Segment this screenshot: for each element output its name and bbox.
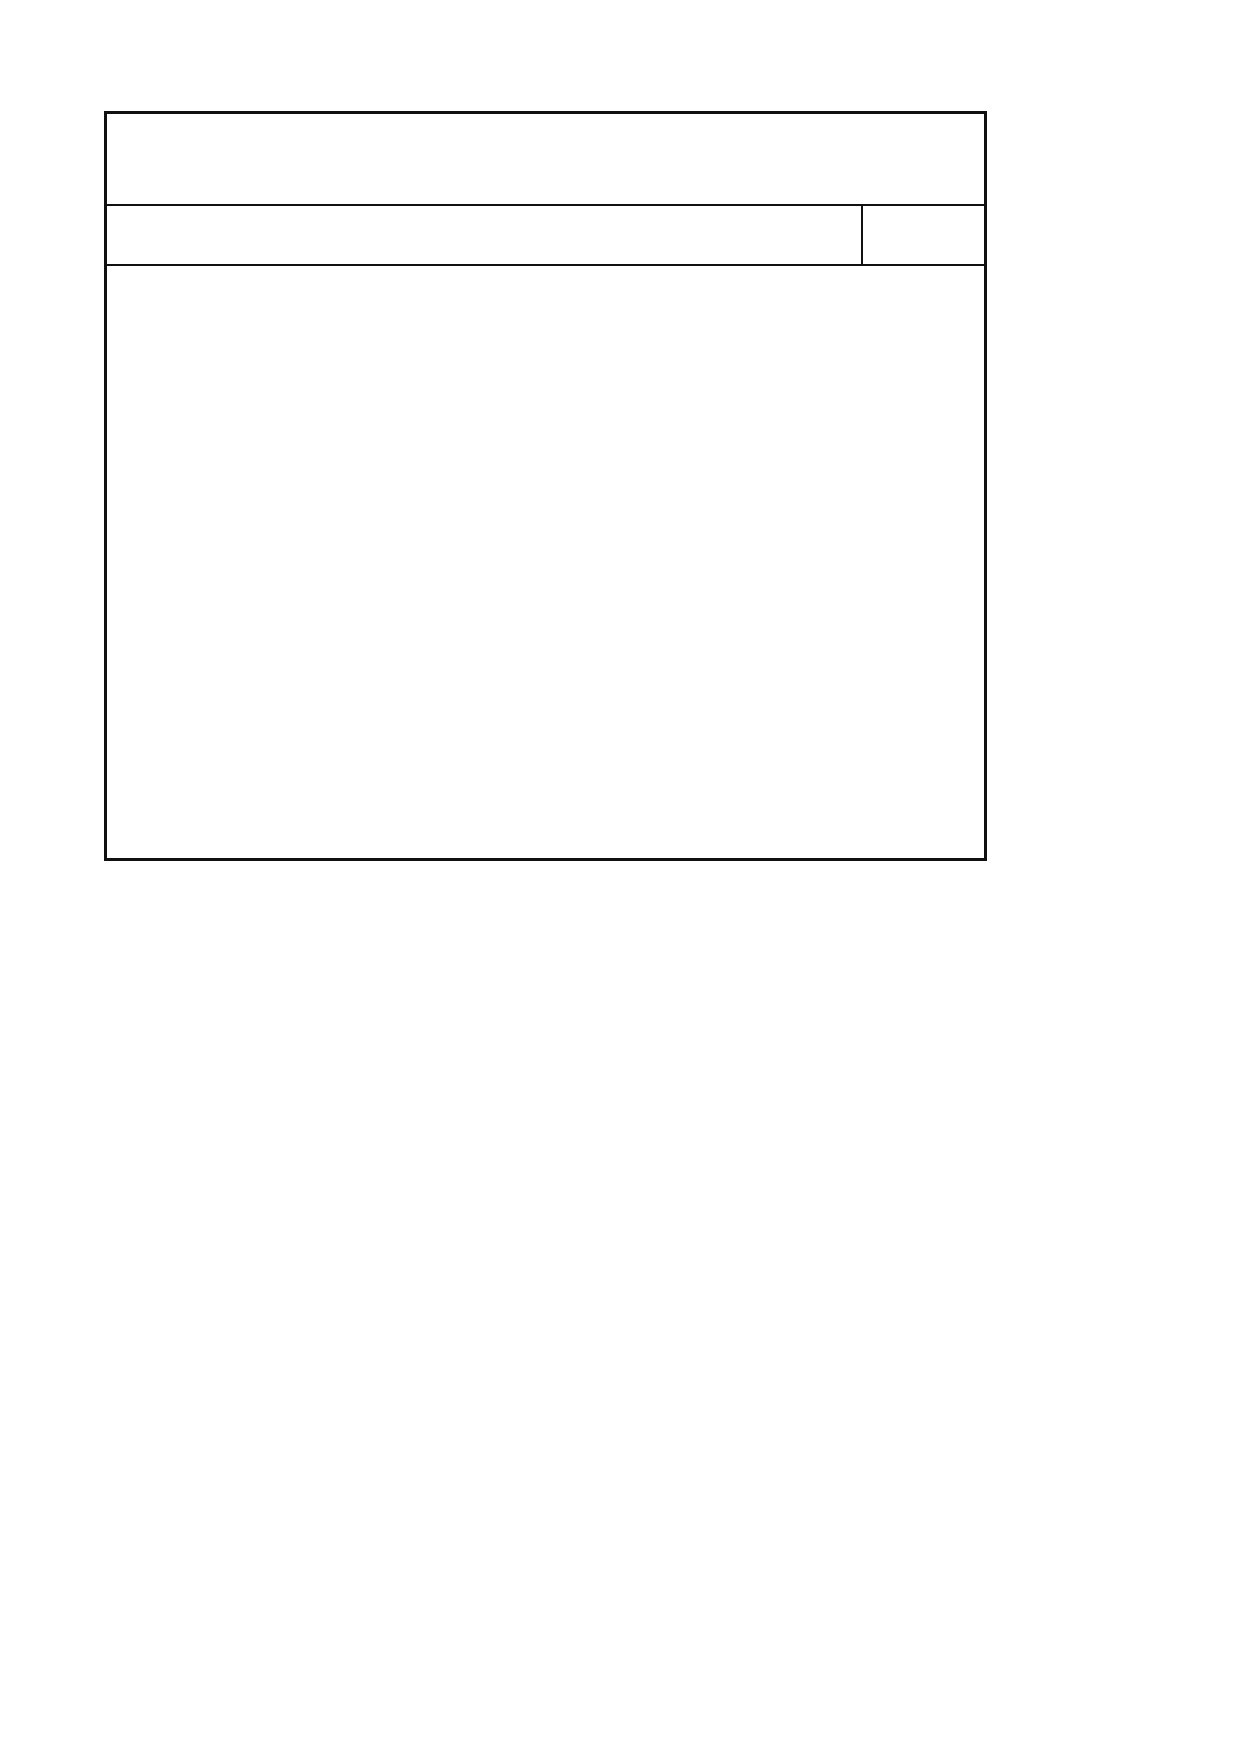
header-offer <box>107 206 863 264</box>
menu-title-row <box>107 114 984 206</box>
menu-table <box>104 111 987 861</box>
menu-header-row <box>107 206 984 266</box>
header-additives <box>863 206 984 264</box>
